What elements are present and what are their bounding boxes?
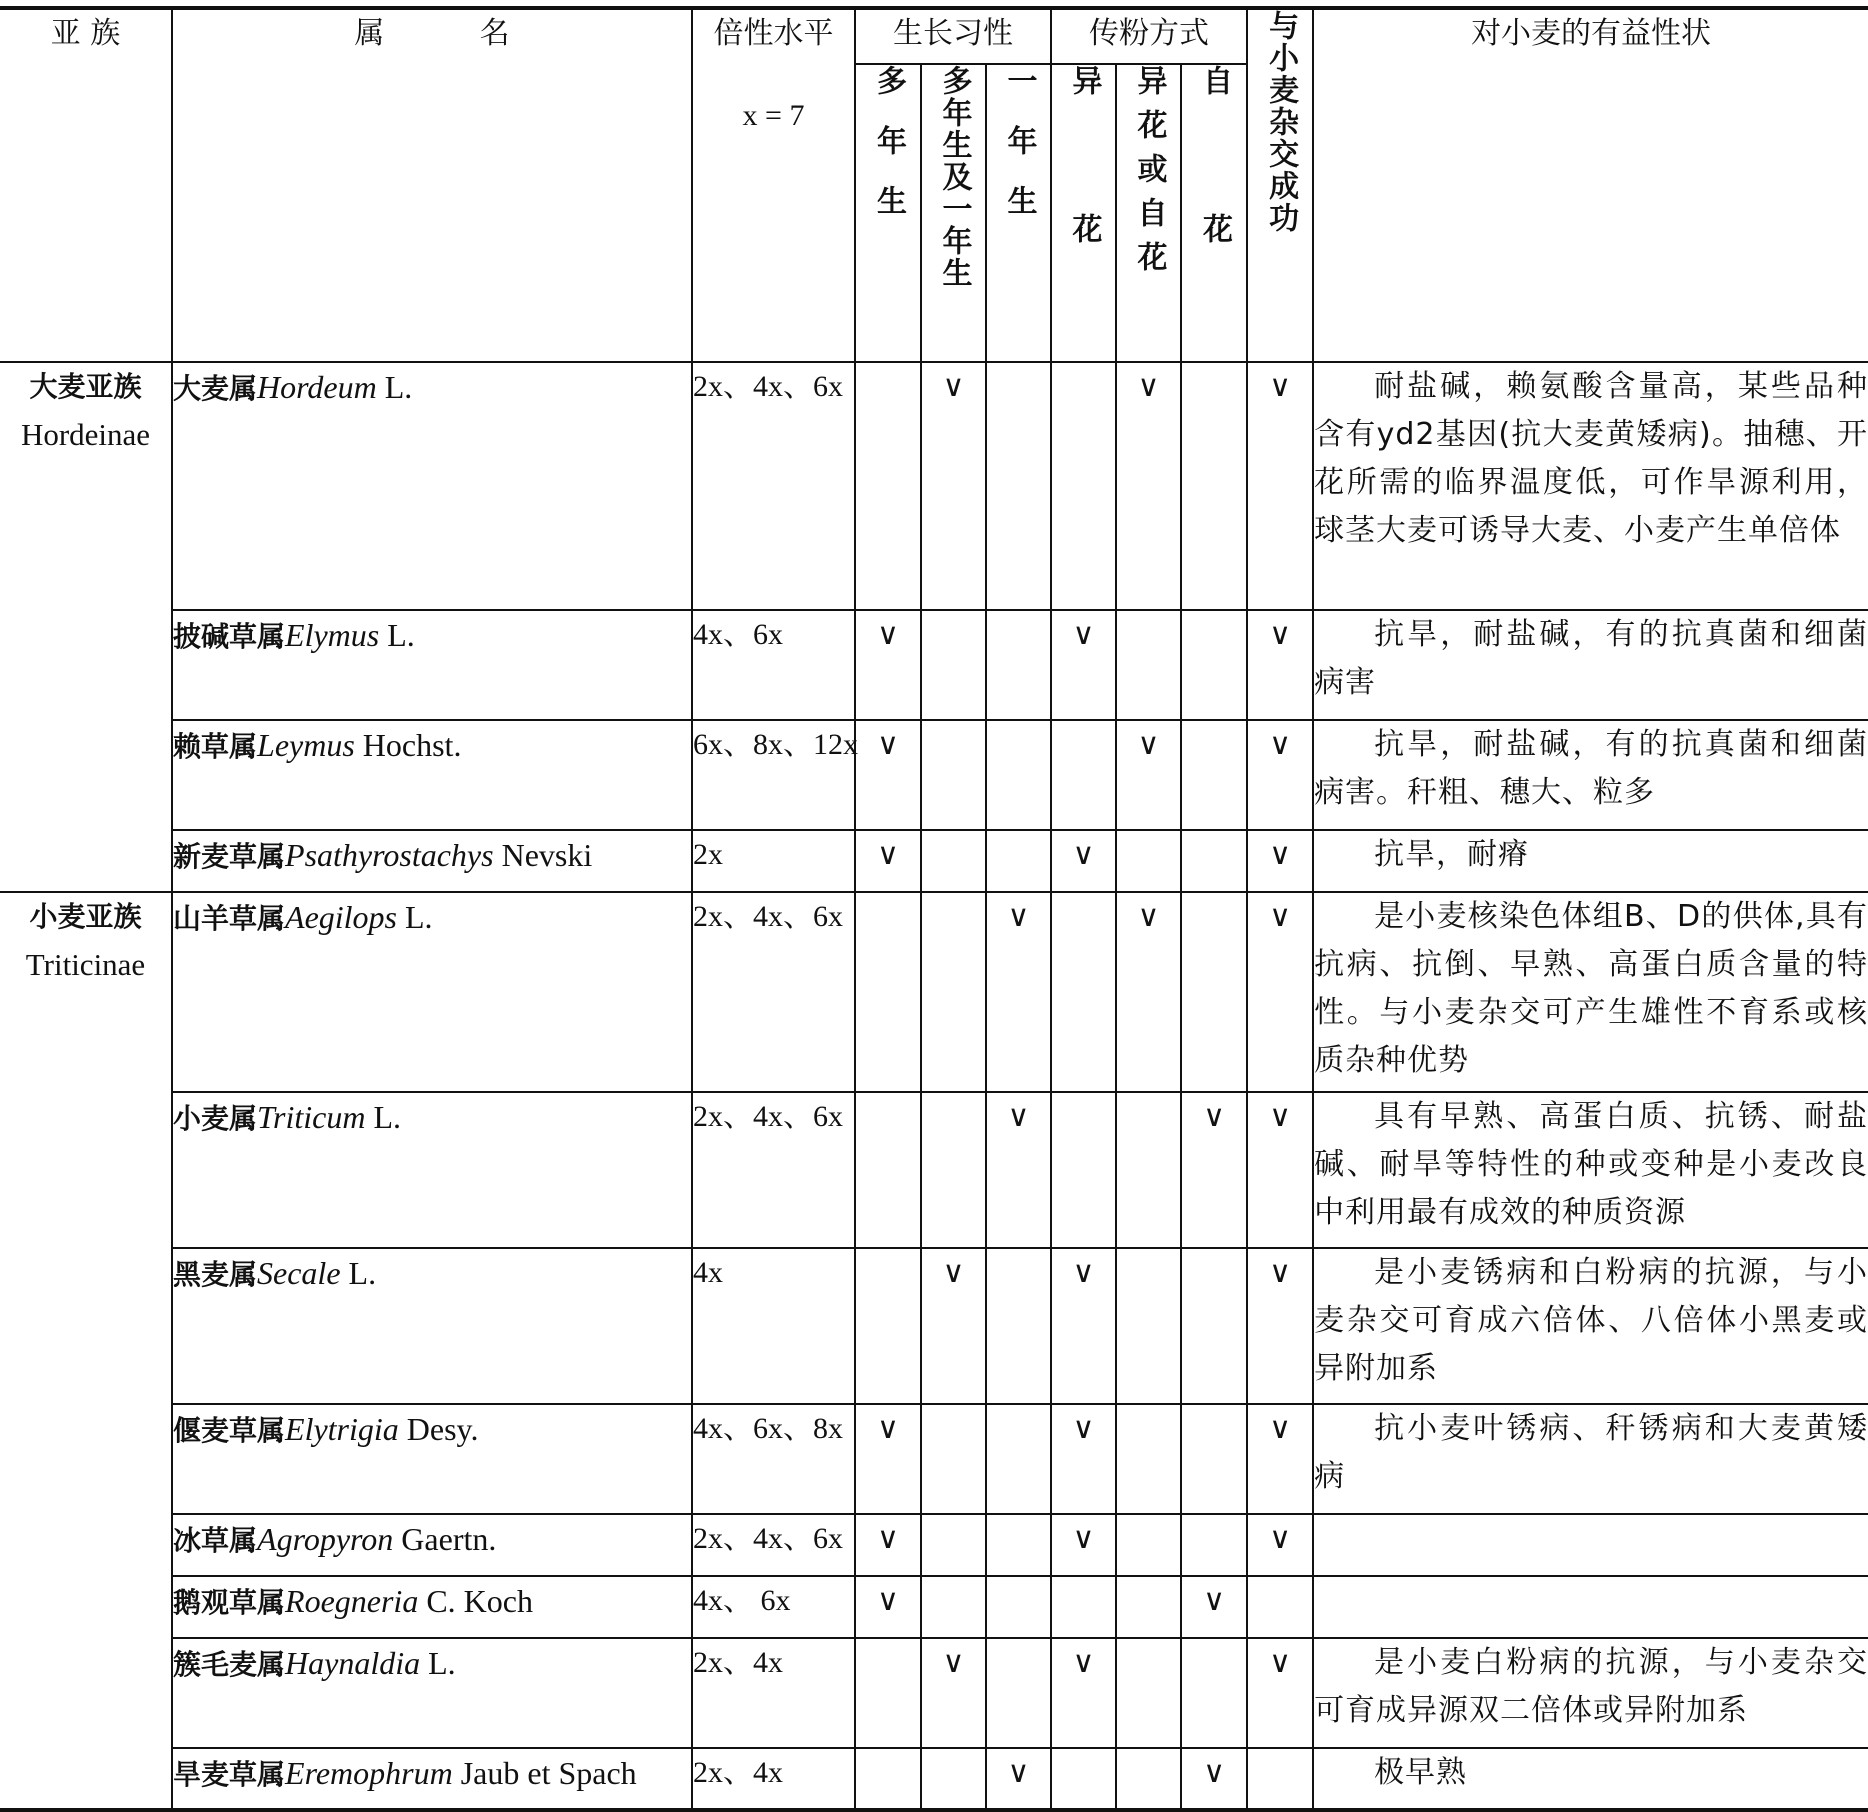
genus-latin: Agropyron xyxy=(257,1521,394,1557)
check-cross-success: ∨ xyxy=(1247,1514,1313,1576)
check-perennial: ∨ xyxy=(855,1514,921,1576)
traits-cell: 是小麦核染色体组B、D的供体,具有抗病、抗倒、早熟、高蛋白质含量的特性。与小麦杂交可产生雄性不育系或核质杂种优势 xyxy=(1313,892,1868,1092)
check-cross-success: ∨ xyxy=(1247,1404,1313,1514)
genus-authority: Desy. xyxy=(398,1411,479,1447)
check-perennial-annual xyxy=(921,1092,986,1248)
traits-cell: 抗旱，耐盐碱，有的抗真菌和细菌病害 xyxy=(1313,610,1868,720)
table-row xyxy=(0,720,1868,830)
subtribe-latin: Triticinae xyxy=(25,947,146,982)
check-cross-pollinated xyxy=(1051,1092,1116,1248)
genus-cell xyxy=(172,362,692,610)
genus-chinese: 旱麦草属 xyxy=(173,1758,286,1791)
check-annual xyxy=(986,362,1051,610)
genus-cell xyxy=(172,1576,692,1638)
ploidy-cell: 2x、4x、6x xyxy=(692,1092,855,1248)
genus-cell xyxy=(172,1404,692,1514)
genus-authority: Nevski xyxy=(493,837,593,873)
check-cross-or-self xyxy=(1116,1248,1181,1404)
genus-cell xyxy=(172,1638,692,1748)
traits-cell: 耐盐碱，赖氨酸含量高，某些品种含有yd2基因(抗大麦黄矮病)。抽穗、开花所需的临界温度低，可作旱源利用，球茎大麦可诱导大麦、小麦产生单倍体 xyxy=(1313,362,1868,610)
check-annual: ∨ xyxy=(986,1748,1051,1810)
check-cross-success: ∨ xyxy=(1247,1638,1313,1748)
genus-cell xyxy=(172,1092,692,1248)
check-cross-success: ∨ xyxy=(1247,720,1313,830)
check-cross-success: ∨ xyxy=(1247,830,1313,892)
check-cross-pollinated xyxy=(1051,892,1116,1092)
check-self-pollinated xyxy=(1181,892,1247,1092)
check-perennial-annual xyxy=(921,830,986,892)
genus-latin: Triticum xyxy=(257,1099,366,1135)
check-cross-or-self: ∨ xyxy=(1116,362,1181,610)
check-perennial-annual xyxy=(921,892,986,1092)
traits-cell: 抗旱，耐瘠 xyxy=(1313,830,1868,892)
table-row xyxy=(0,610,1868,720)
ploidy-cell: 6x、8x、12x xyxy=(692,720,855,830)
check-perennial-annual: ∨ xyxy=(921,1248,986,1404)
check-perennial xyxy=(855,1092,921,1248)
genus-latin: Hordeum xyxy=(257,369,377,405)
check-cross-success: ∨ xyxy=(1247,1092,1313,1248)
check-perennial xyxy=(855,1748,921,1810)
check-self-pollinated xyxy=(1181,610,1247,720)
header-traits: 对小麦的有益性状 xyxy=(1313,8,1868,362)
check-cross-success: ∨ xyxy=(1247,1248,1313,1404)
check-cross-pollinated xyxy=(1051,1748,1116,1810)
genus-cell xyxy=(172,1748,692,1810)
check-cross-or-self: ∨ xyxy=(1116,892,1181,1092)
header-self-pollinated xyxy=(1181,64,1247,362)
genus-chinese: 山羊草属 xyxy=(173,902,286,935)
header-perennial-annual xyxy=(921,64,986,362)
table-row xyxy=(0,892,1868,1092)
genus-chinese: 黑麦属 xyxy=(173,1258,258,1291)
genus-authority: C. Koch xyxy=(418,1583,533,1619)
check-perennial-annual xyxy=(921,720,986,830)
ploidy-cell: 4x、 6x xyxy=(692,1576,855,1638)
check-cross-pollinated xyxy=(1051,362,1116,610)
check-cross-pollinated: ∨ xyxy=(1051,1514,1116,1576)
check-perennial xyxy=(855,892,921,1092)
header-perennial-annual-label: 多年生及一年生 xyxy=(936,65,972,289)
check-annual: ∨ xyxy=(986,892,1051,1092)
check-perennial-annual: ∨ xyxy=(921,362,986,610)
ploidy-cell: 4x、6x xyxy=(692,610,855,720)
check-cross-pollinated: ∨ xyxy=(1051,1248,1116,1404)
genus-authority: Jaub et Spach xyxy=(452,1755,637,1791)
genus-latin: Aegilops xyxy=(285,899,397,935)
genus-chinese: 新麦草属 xyxy=(173,840,286,873)
check-cross-or-self xyxy=(1116,1748,1181,1810)
subtribe-cell xyxy=(0,362,172,892)
check-perennial xyxy=(855,1638,921,1748)
ploidy-cell: 2x、4x xyxy=(692,1748,855,1810)
genus-cell xyxy=(172,1248,692,1404)
header-annual xyxy=(986,64,1051,362)
table-row xyxy=(0,1638,1868,1748)
check-cross-or-self xyxy=(1116,1092,1181,1248)
check-perennial xyxy=(855,362,921,610)
genus-latin: Haynaldia xyxy=(285,1645,421,1681)
header-annual-label: 一年生 xyxy=(1001,65,1037,245)
check-cross-success: ∨ xyxy=(1247,892,1313,1092)
ploidy-cell: 2x、4x、6x xyxy=(692,892,855,1092)
table-row xyxy=(0,1514,1868,1576)
check-annual xyxy=(986,1576,1051,1638)
genus-chinese: 偃麦草属 xyxy=(173,1414,286,1447)
check-perennial-annual xyxy=(921,1748,986,1810)
genus-chinese: 大麦属 xyxy=(173,372,258,405)
check-cross-or-self xyxy=(1116,1404,1181,1514)
header-subtribe: 亚 族 xyxy=(0,8,172,362)
header-cross-pollinated-label: 异花 xyxy=(1066,65,1102,361)
header-cross-success xyxy=(1247,8,1313,362)
header-cross-pollinated xyxy=(1051,64,1116,362)
check-cross-pollinated xyxy=(1051,1576,1116,1638)
wheat-relatives-table xyxy=(0,6,1868,1812)
genus-cell xyxy=(172,830,692,892)
genus-authority: L. xyxy=(376,369,413,405)
genus-authority: L. xyxy=(340,1255,377,1291)
check-annual xyxy=(986,610,1051,720)
check-cross-or-self: ∨ xyxy=(1116,720,1181,830)
check-annual xyxy=(986,1638,1051,1748)
check-cross-pollinated: ∨ xyxy=(1051,1638,1116,1748)
header-perennial-label: 多年生 xyxy=(871,65,906,245)
genus-latin: Eremophrum xyxy=(285,1755,453,1791)
subtribe-latin: Hordeinae xyxy=(20,417,151,452)
check-self-pollinated: ∨ xyxy=(1181,1576,1247,1638)
check-annual xyxy=(986,1404,1051,1514)
genus-cell xyxy=(172,892,692,1092)
check-perennial xyxy=(855,1248,921,1404)
check-self-pollinated xyxy=(1181,1404,1247,1514)
traits-cell: 是小麦锈病和白粉病的抗源，与小麦杂交可育成六倍体、八倍体小黑麦或异附加系 xyxy=(1313,1248,1868,1404)
check-cross-success xyxy=(1247,1576,1313,1638)
check-self-pollinated xyxy=(1181,1638,1247,1748)
table-row xyxy=(0,830,1868,892)
check-annual xyxy=(986,1248,1051,1404)
table-row xyxy=(0,362,1868,610)
check-annual xyxy=(986,720,1051,830)
check-perennial: ∨ xyxy=(855,610,921,720)
genus-authority: Gaertn. xyxy=(393,1521,497,1557)
ploidy-cell: 4x、6x、8x xyxy=(692,1404,855,1514)
check-cross-pollinated: ∨ xyxy=(1051,830,1116,892)
genus-chinese: 披碱草属 xyxy=(173,620,286,653)
header-ploidy-base: x = 7 xyxy=(742,99,805,132)
table-row xyxy=(0,1248,1868,1404)
check-cross-pollinated: ∨ xyxy=(1051,1404,1116,1514)
check-cross-or-self xyxy=(1116,830,1181,892)
check-self-pollinated xyxy=(1181,830,1247,892)
check-cross-success: ∨ xyxy=(1247,610,1313,720)
genus-latin: Roegneria xyxy=(285,1583,419,1619)
header-cross-or-self xyxy=(1116,64,1181,362)
ploidy-cell: 2x、4x xyxy=(692,1638,855,1748)
traits-cell: 极早熟 xyxy=(1313,1748,1868,1810)
table-row xyxy=(0,1576,1868,1638)
genus-authority: L. xyxy=(379,617,415,653)
genus-chinese: 小麦属 xyxy=(173,1102,258,1135)
check-annual xyxy=(986,830,1051,892)
genus-cell xyxy=(172,610,692,720)
genus-chinese: 鹅观草属 xyxy=(173,1586,286,1619)
subtribe-cell xyxy=(0,892,172,1810)
traits-cell: 是小麦白粉病的抗源，与小麦杂交可育成异源双二倍体或异附加系 xyxy=(1313,1638,1868,1748)
traits-cell: 抗小麦叶锈病、秆锈病和大麦黄矮病 xyxy=(1313,1404,1868,1514)
traits-cell: 抗旱，耐盐碱，有的抗真菌和细菌病害。秆粗、穗大、粒多 xyxy=(1313,720,1868,830)
check-cross-pollinated: ∨ xyxy=(1051,610,1116,720)
check-perennial-annual xyxy=(921,1404,986,1514)
check-cross-pollinated xyxy=(1051,720,1116,830)
check-perennial-annual: ∨ xyxy=(921,1638,986,1748)
check-cross-or-self xyxy=(1116,610,1181,720)
table-row xyxy=(0,1748,1868,1810)
header-cross-success-label: 与小麦杂交成功 xyxy=(1263,10,1299,234)
genus-chinese: 冰草属 xyxy=(173,1524,258,1557)
header-genus: 属 名 xyxy=(172,8,692,362)
table-row xyxy=(0,1404,1868,1514)
check-perennial-annual xyxy=(921,1576,986,1638)
genus-authority: L. xyxy=(420,1645,456,1681)
genus-cell xyxy=(172,1514,692,1576)
check-perennial-annual xyxy=(921,1514,986,1576)
traits-cell xyxy=(1313,1514,1868,1576)
ploidy-cell: 2x、4x、6x xyxy=(692,362,855,610)
header-pollination: 传粉方式 xyxy=(1051,8,1247,64)
traits-cell: 具有早熟、高蛋白质、抗锈、耐盐碱、耐旱等特性的种或变种是小麦改良中利用最有成效的种质资源 xyxy=(1313,1092,1868,1248)
table-row xyxy=(0,1092,1868,1248)
check-annual xyxy=(986,1514,1051,1576)
check-perennial: ∨ xyxy=(855,1404,921,1514)
genus-latin: Psathyrostachys xyxy=(285,837,494,873)
check-cross-or-self xyxy=(1116,1514,1181,1576)
check-self-pollinated xyxy=(1181,1514,1247,1576)
header-growth-habit: 生长习性 xyxy=(855,8,1051,64)
check-perennial: ∨ xyxy=(855,720,921,830)
header-cross-or-self-label: 异花或自花 xyxy=(1131,65,1167,285)
genus-latin: Elytrigia xyxy=(285,1411,399,1447)
header-ploidy xyxy=(692,8,855,362)
check-perennial-annual xyxy=(921,610,986,720)
genus-cell xyxy=(172,720,692,830)
genus-latin: Secale xyxy=(257,1255,341,1291)
check-annual: ∨ xyxy=(986,1092,1051,1248)
traits-cell xyxy=(1313,1576,1868,1638)
ploidy-cell: 4x xyxy=(692,1248,855,1404)
subtribe-cn: 大麦亚族 xyxy=(29,370,142,403)
genus-latin: Elymus xyxy=(285,617,380,653)
header-perennial xyxy=(855,64,921,362)
check-self-pollinated xyxy=(1181,720,1247,830)
genus-chinese: 簇毛麦属 xyxy=(173,1648,286,1681)
check-cross-success: ∨ xyxy=(1247,362,1313,610)
check-perennial: ∨ xyxy=(855,830,921,892)
ploidy-cell: 2x xyxy=(692,830,855,892)
ploidy-cell: 2x、4x、6x xyxy=(692,1514,855,1576)
check-self-pollinated: ∨ xyxy=(1181,1748,1247,1810)
genus-latin: Leymus xyxy=(257,727,355,763)
check-self-pollinated xyxy=(1181,362,1247,610)
header-ploidy-label: 倍性水平 xyxy=(713,16,834,51)
header-self-pollinated-label: 自花 xyxy=(1197,65,1233,361)
genus-authority: L. xyxy=(397,899,433,935)
subtribe-cn: 小麦亚族 xyxy=(29,900,142,933)
check-self-pollinated: ∨ xyxy=(1181,1092,1247,1248)
genus-authority: Hochst. xyxy=(354,727,462,763)
check-cross-or-self xyxy=(1116,1638,1181,1748)
check-perennial: ∨ xyxy=(855,1576,921,1638)
genus-authority: L. xyxy=(365,1099,402,1135)
check-cross-or-self xyxy=(1116,1576,1181,1638)
check-self-pollinated xyxy=(1181,1248,1247,1404)
genus-chinese: 赖草属 xyxy=(173,730,258,763)
check-cross-success xyxy=(1247,1748,1313,1810)
